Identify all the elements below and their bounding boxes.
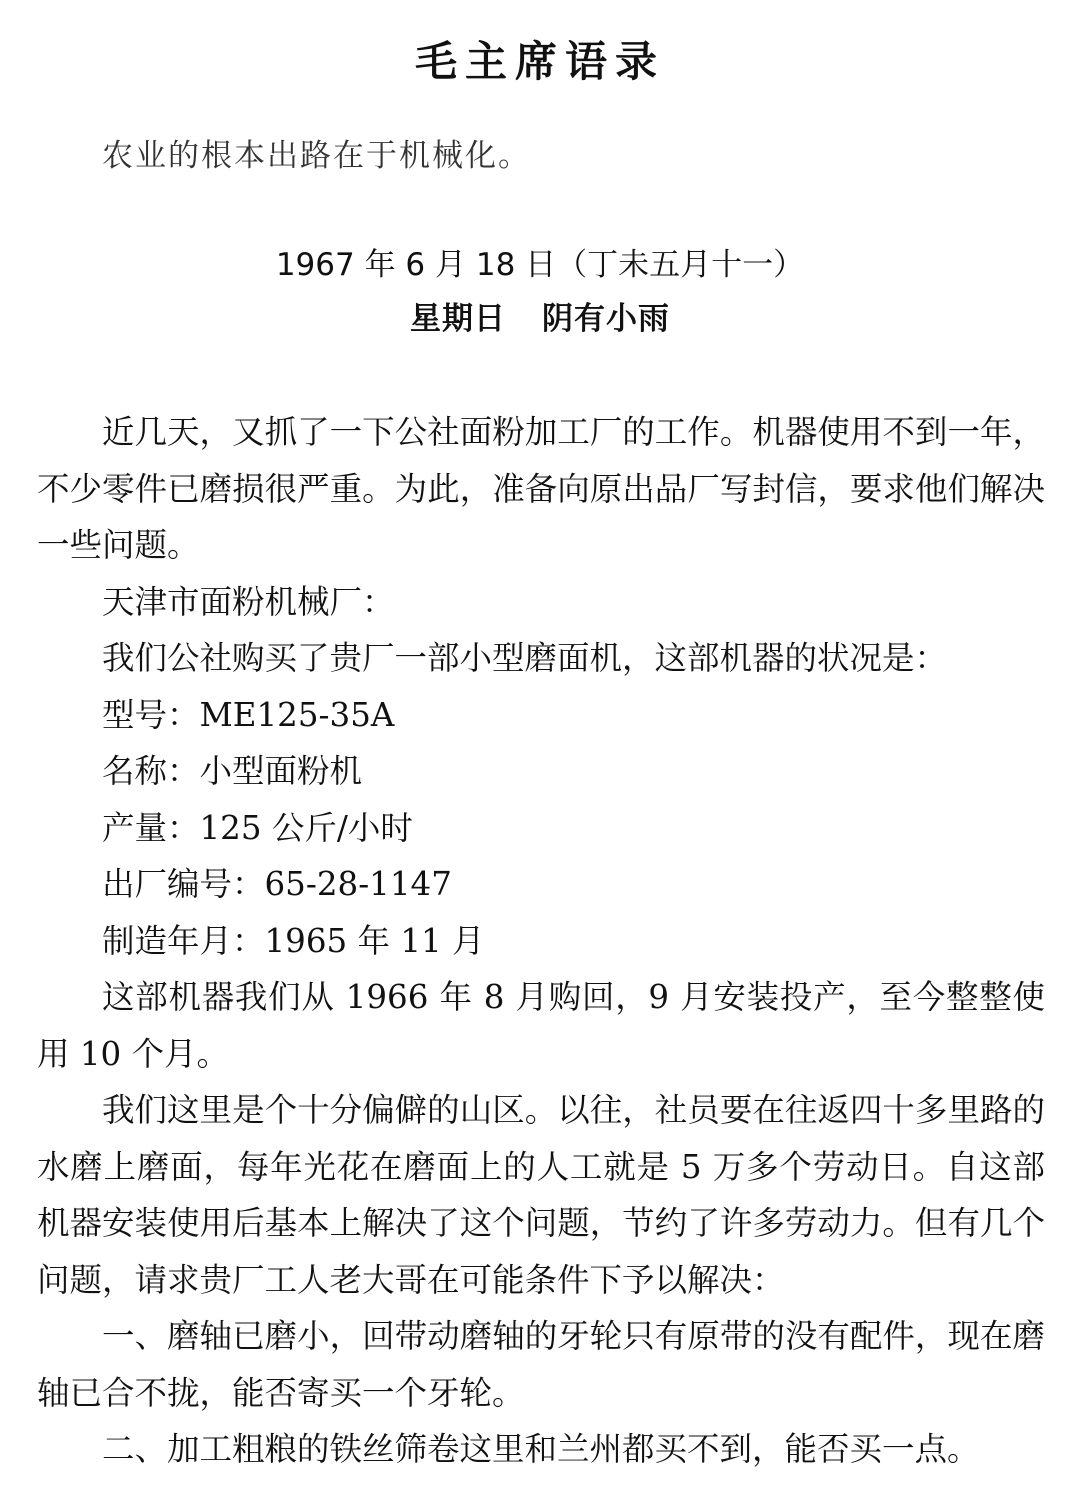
paragraph-background: 我们这里是个十分偏僻的山区。以往，社员要在往返四十多里路的水磨上磨面，每年光花在磨面上的人工就是 5 万多个劳动日。自这部机器安装使用后基本上解决了这个问题，节约了许多劳动力。但有几个问题，请求贵厂工人老大哥在可能条件下予以解决： [37, 1091, 1045, 1299]
quote-text: 农业的根本出路在于机械化。 [102, 138, 531, 174]
weather: 阴有小雨 [542, 301, 670, 337]
date-line: 1967 年 6 月 18 日（丁未五月十一） [275, 247, 805, 283]
paragraph-issue-1: 一、磨轴已磨小，回带动磨轴的牙轮只有原带的没有配件，现在磨轴已合不拢，能否寄买一个牙轮。 [37, 1317, 1045, 1412]
paragraph-issue-2: 二、加工粗粮的铁丝筛卷这里和兰州都买不到，能否买一点。 [102, 1430, 980, 1468]
spec-model: 型号：ME125-35A [102, 695, 395, 734]
spec-serial: 出厂编号：65-28-1147 [102, 865, 452, 903]
spec-output: 产量：125 公斤/小时 [102, 808, 413, 847]
paragraph-purchase: 这部机器我们从 1966 年 8 月购回，9 月安装投产，至今整整使用 10 个月。 [37, 978, 1045, 1073]
letter-opening: 我们公社购买了贵厂一部小型磨面机，这部机器的状况是： [102, 639, 948, 677]
spec-name: 名称：小型面粉机 [102, 752, 363, 790]
quote-title: 毛主席语录 [414, 37, 665, 86]
paragraph-intro: 近几天，又抓了一下公社面粉加工厂的工作。机器使用不到一年，不少零件已磨损很严重。为此，准备向原出品厂写封信，要求他们解决一些问题。 [37, 413, 1045, 564]
spec-manufacture-date: 制造年月：1965 年 11 月 [102, 921, 485, 960]
diary-body [37, 404, 1045, 1478]
weekday: 星期日 [410, 301, 506, 337]
letter-salutation: 天津市面粉机械厂： [102, 582, 395, 621]
weekday-weather-line [0, 296, 1080, 342]
